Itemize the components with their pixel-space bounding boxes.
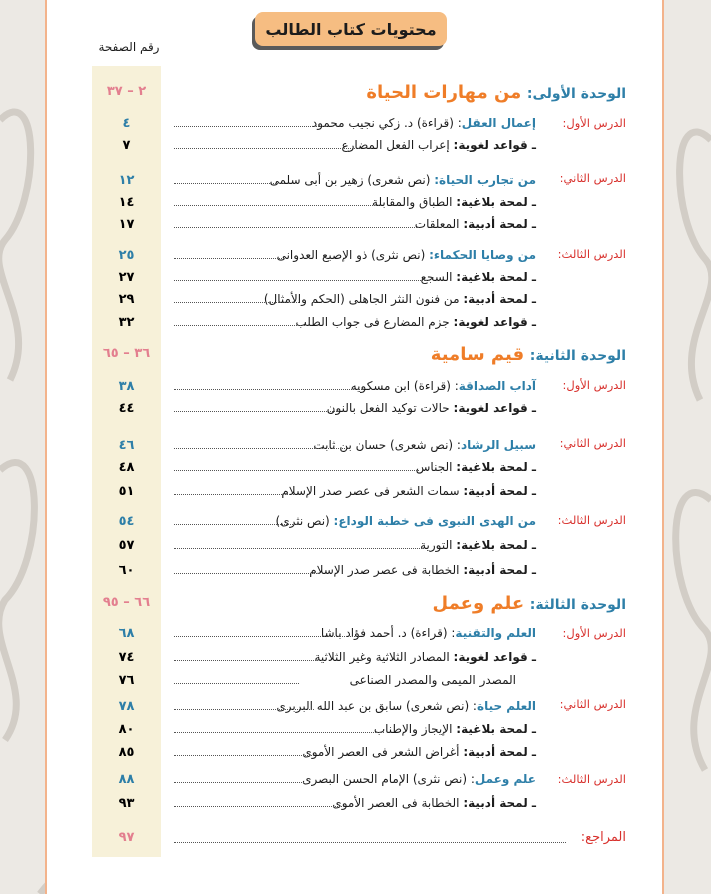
- dot-leader: [174, 636, 359, 637]
- toc-entry[interactable]: ـ قواعد لغوية: إعراب الفعل المضارع: [341, 138, 536, 152]
- lesson-label: الدرس الأول:: [562, 116, 626, 130]
- toc-entry[interactable]: آداب الصداقة: (قراءة) ابن مسكويه: [350, 379, 536, 393]
- lesson-label: الدرس الثالث:: [557, 772, 626, 786]
- lesson-label: الدرس الثالث:: [557, 513, 626, 527]
- dot-leader: [174, 411, 339, 412]
- dot-leader: [174, 842, 566, 843]
- toc-entry[interactable]: إعمال العقل: (قراءة) د. زكي نجيب محمود: [311, 116, 536, 130]
- unit-label: الوحدة الأولى:: [526, 86, 626, 102]
- dot-leader: [174, 183, 284, 184]
- toc-entry[interactable]: سبيل الرشاد: (نص شعرى) حسان بن ثابت: [313, 438, 536, 452]
- lesson-label: الدرس الثاني:: [559, 697, 626, 711]
- toc-entry[interactable]: ـ لمحة بلاغية: الجناس: [415, 460, 536, 474]
- dot-leader: [174, 732, 384, 733]
- page-number: ٨٨: [118, 772, 135, 787]
- dot-leader: [174, 389, 364, 390]
- dot-leader: [174, 302, 299, 303]
- unit-page-range: ٦٦ – ٩٥: [102, 595, 151, 610]
- toc-entry[interactable]: ـ لمحة بلاغية: الإيجاز والإطناب: [373, 722, 536, 736]
- toc-entry[interactable]: ـ لمحة أدبية: سمات الشعر فى عصر صدر الإسلام: [281, 484, 536, 498]
- unit-name: علم وعمل: [432, 593, 525, 614]
- page-number: ٣٢: [118, 315, 135, 330]
- page-number: ٢٥: [118, 248, 135, 263]
- dot-leader: [174, 524, 299, 525]
- toc-entry[interactable]: ـ لمحة بلاغية: السجع: [420, 270, 536, 284]
- page-number: ٨٥: [118, 745, 135, 760]
- unit-label: الوحدة الثالثة:: [529, 597, 626, 613]
- toc-entry[interactable]: المصدر الميمى والمصدر الصناعى: [349, 673, 516, 687]
- page-number: ٧٦: [118, 673, 135, 688]
- toc-entry[interactable]: ـ لمحة أدبية: أغراض الشعر فى العصر الأموى: [302, 745, 536, 759]
- page-number: ٨٠: [118, 722, 135, 737]
- page-number: ٧: [122, 138, 131, 153]
- dot-leader: [174, 709, 314, 710]
- dot-leader: [174, 782, 304, 783]
- unit-page-range: ٢ – ٣٧: [106, 84, 147, 99]
- dot-leader: [174, 448, 349, 449]
- page-number: ٢٩: [118, 292, 135, 307]
- toc-entry[interactable]: ـ لمحة أدبية: الخطابة فى عصر صدر الإسلام: [309, 563, 536, 577]
- toc-entry[interactable]: ـ لمحة أدبية: المعلقات: [414, 217, 536, 231]
- toc-entry[interactable]: ـ لمحة أدبية: الخطابة فى العصر الأموى: [332, 796, 536, 810]
- dot-leader: [174, 660, 324, 661]
- unit-heading: [433, 593, 626, 614]
- page-number: ٤٨: [118, 460, 135, 475]
- page-number: ٢٧: [118, 270, 135, 285]
- page-title: محتويات كتاب الطالب: [255, 12, 447, 46]
- dot-leader: [174, 806, 344, 807]
- page-number: ٥٧: [118, 538, 135, 553]
- page-number: ٩٧: [118, 830, 135, 845]
- toc-entry[interactable]: علم وعمل: (نص نثرى) الإمام الحسن البصرى: [302, 772, 536, 786]
- dot-leader: [174, 258, 284, 259]
- page-number: ٥٤: [118, 514, 135, 529]
- unit-name: من مهارات الحياة: [366, 82, 522, 103]
- references-label[interactable]: المراجع:: [580, 830, 626, 845]
- page-number: ١٢: [118, 173, 135, 188]
- lesson-label: الدرس الثاني:: [559, 436, 626, 450]
- lesson-label: الدرس الثالث:: [557, 247, 626, 261]
- unit-heading: [431, 344, 626, 365]
- unit-heading: [366, 82, 626, 103]
- dot-leader: [174, 548, 424, 549]
- page-number: ٧٤: [118, 650, 135, 665]
- toc-entry[interactable]: ـ لمحة بلاغية: الطباق والمقابلة: [372, 195, 536, 209]
- dot-leader: [174, 205, 379, 206]
- lesson-label: الدرس الأول:: [562, 378, 626, 392]
- toc-entry[interactable]: ـ قواعد لغوية: حالات توكيد الفعل بالنون: [326, 401, 536, 415]
- lesson-label: الدرس الثاني:: [559, 171, 626, 185]
- unit-label: الوحدة الثانية:: [529, 348, 626, 364]
- dot-leader: [174, 148, 359, 149]
- toc-entry[interactable]: من وصايا الحكماء: (نص نثرى) ذو الإصبع العدوانى: [276, 248, 536, 262]
- page-number: ٥١: [118, 484, 135, 499]
- dot-leader: [174, 325, 309, 326]
- lesson-label: الدرس الأول:: [562, 626, 626, 640]
- dot-leader: [174, 470, 419, 471]
- toc-entry[interactable]: العلم حياة: (نص شعرى) سابق بن عبد الله البربرى: [276, 699, 536, 713]
- page-number: ٤٦: [118, 438, 135, 453]
- dot-leader: [174, 126, 329, 127]
- page-number: ٧٨: [118, 699, 135, 714]
- page-number: ٣٨: [118, 379, 135, 394]
- page-number: ٤٤: [118, 401, 135, 416]
- page-number: ٩٣: [118, 796, 135, 811]
- dot-leader: [174, 683, 299, 684]
- toc-entry[interactable]: من الهدى النبوى فى خطبة الوداع: (نص نثرى): [275, 514, 536, 528]
- unit-name: قيم سامية: [430, 344, 525, 365]
- toc-entry[interactable]: من تجارب الحياة: (نص شعرى) زهير بن أبى سلمى: [269, 173, 536, 187]
- unit-page-range: ٣٦ – ٦٥: [102, 346, 151, 361]
- page-number: ١٧: [118, 217, 135, 232]
- page-number: ١٤: [118, 195, 135, 210]
- dot-leader: [174, 227, 419, 228]
- page-number: ٦٨: [118, 626, 135, 641]
- toc-entry[interactable]: ـ قواعد لغوية: المصادر الثلاثية وغير الثلاثية: [314, 650, 536, 664]
- dot-leader: [174, 494, 294, 495]
- toc-entry[interactable]: العلم والتقنية: (قراءة) د. أحمد فؤاد باشا: [320, 626, 536, 640]
- toc-entry[interactable]: ـ لمحة أدبية: من فنون النثر الجاهلى (الحكم والأمثال): [263, 292, 536, 306]
- page-number: ٦٠: [118, 563, 135, 578]
- toc-entry[interactable]: ـ لمحة بلاغية: التورية: [420, 538, 536, 552]
- page-number-header: رقم الصفحة: [98, 40, 160, 54]
- dot-leader: [174, 280, 429, 281]
- page-number: ٤: [122, 116, 131, 131]
- toc-entry[interactable]: ـ قواعد لغوية: جزم المضارع فى جواب الطلب: [295, 315, 536, 329]
- dot-leader: [174, 573, 319, 574]
- dot-leader: [174, 755, 314, 756]
